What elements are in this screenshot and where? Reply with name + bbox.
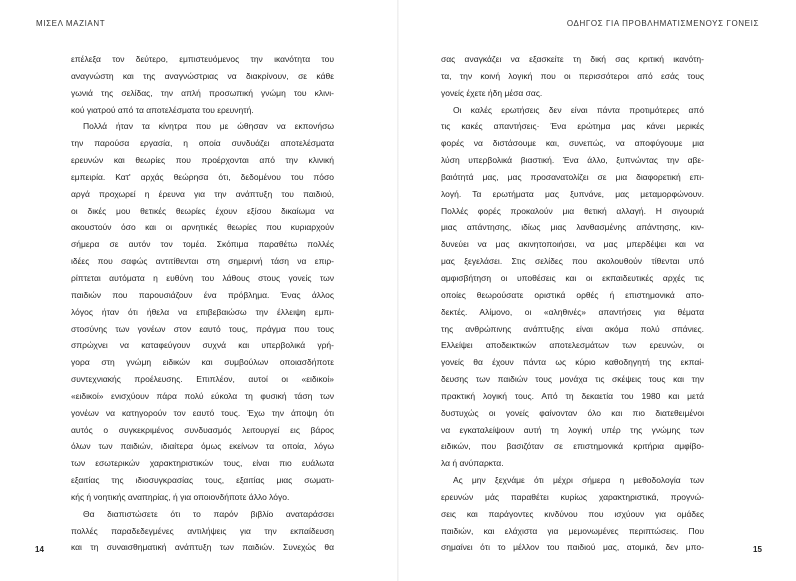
text-line: δυστυχώς οι γονείς φαίνονταν όλο και πιο διατεθειμένοι	[441, 407, 704, 418]
text-line: οι δικές μου θετικές θεωρίες έχουν εξίσου δικαίωμα να	[71, 205, 334, 216]
text-line: γονείς θα έχουν πάντα ως κύριο καθοδηγητή της εκπαί-	[441, 357, 704, 368]
text-line: γορα στη γνώμη ειδικών και συμβούλων οποιασδήποτε	[71, 357, 334, 368]
text-line: ερευνών και θεωρίες που προέρχονται από την κλινική	[71, 155, 334, 166]
text-line: γονέων να κατηγορούν τον εαυτό τους. Έχω την άποψη ότι	[71, 407, 334, 418]
running-header-author: ΜΙΣΕΛ ΜΑΖΙΑΝΤ	[36, 19, 106, 28]
text-line: σπρώχνει να καταφεύγουν συχνά και υπερβολικά γρή-	[71, 340, 334, 351]
text-line: και τη συναισθηματική ανάπτυξη των παιδιών. Συνεχώς θα	[71, 542, 334, 553]
text-line: Πολλά ήταν τα κίνητρα που με ώθησαν να εκπονήσω	[83, 121, 334, 132]
text-line: γωνιά της σελίδας, την απλή προσωπική γνώμη του κλινι-	[71, 87, 334, 98]
text-line: αναγνώστη και της αναγνώστριας να διακρίνουν, σε κάθε	[71, 70, 334, 81]
text-line: ιδέες που σαφώς αντιτίθενται στη σημερινή τάση να επιρ-	[71, 256, 334, 267]
text-line: οποίες θεωρούσατε οριστικά ορθές ή επιστημονικά απο-	[441, 289, 704, 300]
text-line: ακουστούν όσο και οι αρνητικές θεωρίες που κυριαρχούν	[71, 222, 334, 233]
text-line: «ειδικοί» ενισχύουν πάρα πολύ εύκολα τη φυσική τάση των	[71, 390, 334, 401]
text-line: σημαίνει ότι το μέλλον του παιδιού μας, ατομικά, δεν μπο-	[441, 542, 704, 553]
right-page-body	[441, 51, 704, 556]
text-line: λα ή ανύπαρκτα.	[441, 458, 504, 469]
text-line: αργά προχωρεί η έρευνα για την ανάπτυξη του παιδιού,	[71, 188, 334, 199]
text-line: επέλεξα τον δεύτερο, εμπιστευόμενος την ικανότητα του	[71, 54, 334, 64]
text-line: Ας μην ξεχνάμε ότι μέχρι σήμερα η μεθοδολογία των	[453, 475, 704, 486]
text-line: της ανθρώπινης ανάπτυξης είναι ακόμα πολύ σπάνιες.	[441, 323, 704, 334]
text-line: Οι καλές ερωτήσεις δεν είναι πάντα προτιμότερες από	[453, 104, 704, 115]
text-line: βαιότητά μας, μας προσανατολίζει σε μια διαφορετική επι-	[441, 171, 704, 182]
text-line: κής ή νοητικής αναπηρίας, ή για οποιονδήποτε άλλο λόγο.	[71, 491, 290, 502]
text-line: κού γιατρού από τα αποτελέσματα του ερευνητή.	[71, 104, 254, 115]
text-line: όλων των παιδιών, ιδιαίτερα όμως εκείνων τα οποία, λόγω	[71, 441, 334, 452]
text-line: μας ξεγελάσει. Στις σελίδες που ακολουθούν τίθενται υπό	[441, 256, 704, 267]
text-line: εμπειρία. Κατ' αρχάς θεώρησα ότι, δεδομένου του πόσο	[71, 171, 334, 182]
text-line: φορές να διστάσουμε και, συνεπώς, να αποφύγουμε μια	[441, 138, 704, 149]
text-line: δευσης των παιδιών τους μονάχα τις σκέψεις τους και την	[441, 374, 704, 385]
text-line: στοσύνης των γονέων στον εαυτό τους, πράγμα που τους	[71, 323, 334, 334]
text-line: των εσωτερικών χαρακτηριστικών τους, είναι πιο ευάλωτα	[71, 458, 334, 469]
text-line: αμφισβήτηση οι υποθέσεις και οι εκπαιδευτικές αρχές τις	[441, 272, 704, 283]
text-line: τα, την κοινή λογική που οι περισσότεροι από εσάς τους	[441, 70, 704, 81]
text-line: γονείς έχετε ήδη μέσα σας.	[441, 87, 543, 98]
text-line: εξαιτίας της ιδιοσυγκρασίας τους, εξαιτίας μιας σωματι-	[71, 475, 334, 486]
page-number: 14	[35, 545, 44, 554]
text-line: συντεχνιακής προέλευσης. Επιπλέον, αυτοί οι «ειδικοί»	[71, 374, 334, 385]
text-line: αυτός ο συγκεκριμένος συνδυασμός λειτουργεί εις βάρος	[71, 424, 334, 435]
left-page-body	[71, 51, 334, 556]
text-line: παιδιών, και ελάχιστα για μεμονωμένες περιπτώσεις. Που	[441, 525, 704, 536]
text-line: δυνεύει να μας ακινητοποιήσει, να μας μπερδέψει και να	[441, 239, 704, 250]
text-line: ειδικών, που βασιζόταν σε επιστημονικά κριτήρια αμφίβο-	[441, 441, 704, 452]
text-line: λύση υπερβολικά βιαστική. Ένα άλλο, ξυπνώντας την αβε-	[441, 155, 704, 166]
text-line: πρακτική λογική τους. Από τη δεκαετία του 1980 και μετά	[441, 390, 704, 401]
text-line: πολλές παραδεδεγμένες αντιλήψεις για την εκπαίδευση	[71, 525, 334, 536]
page-number: 15	[753, 545, 762, 554]
text-line: να εγκαταλείψουν αυτή τη λογική υπέρ της γνώμης των	[441, 424, 704, 435]
text-line: σας αναγκάζει να εξασκείτε τη δική σας κριτική ικανότη-	[441, 54, 704, 64]
text-line: ερευνών μάς παραθέτει κυρίως χαρακτηριστικά, προγνώ-	[441, 491, 704, 502]
text-line: παιδιών που παρουσιάζουν ένα πρόβλημα. Ένας άλλος	[71, 289, 334, 300]
text-line: δεκτές. Αλίμονο, οι «αληθινές» απαντήσεις για θέματα	[441, 306, 704, 317]
text-line: σήμερα σε αυτόν τον τομέα. Σκόπιμα παραθέτω πολλές	[71, 239, 334, 250]
right-page	[398, 0, 796, 581]
text-line: σεις και παράγοντες κινδύνου που ισχύουν για ομάδες	[441, 508, 704, 519]
text-line: Θα διαπιστώσετε ότι το παρόν βιβλίο αναταράσσει	[83, 508, 334, 519]
running-header-title: ΟΔΗΓΟΣ ΓΙΑ ΠΡΟΒΛΗΜΑΤΙΣΜΕΝΟΥΣ ΓΟΝΕΙΣ	[566, 19, 759, 28]
text-line: λογή. Τα ερωτήματα μας ξυπνάνε, μας μεταμορφώνουν.	[441, 188, 704, 199]
text-line: μιας απάντησης, ιδίως μιας λανθασμένης απάντησης, κιν-	[441, 222, 704, 233]
text-line: τις κακές απαντήσεις· Ένα ερώτημα μας κάνει μερικές	[441, 121, 704, 132]
text-line: λόγος ήταν ότι ήθελα να επιβεβαιώσω την έλλειψη εμπι-	[71, 306, 334, 317]
text-line: Πολλές φορές προκαλούν μια θετική αλλαγή. Η σιγουριά	[441, 205, 704, 216]
text-line: την παρούσα εργασία, η οποία συνδυάζει αποτελέσματα	[71, 138, 334, 149]
text-line: ρίπτεται αυτόματα η ευθύνη του λάθους στους γονείς των	[71, 272, 334, 283]
text-line: Ελλείψει αποδεικτικών αποτελεσμάτων των ερευνών, οι	[441, 340, 704, 351]
